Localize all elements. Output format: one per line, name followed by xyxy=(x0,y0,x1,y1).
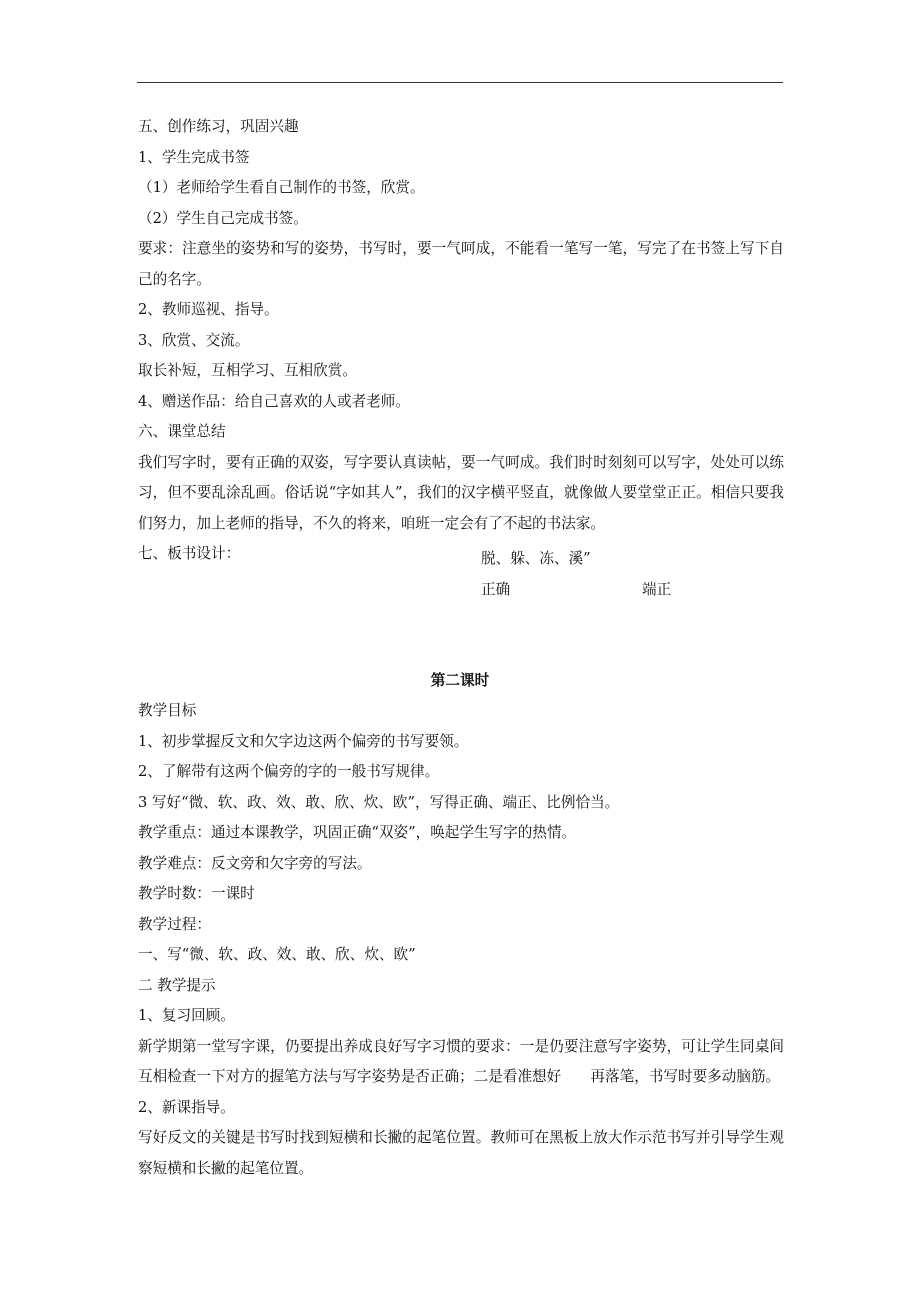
goal-2: 2、了解带有这两个偏旁的字的一般书写规律。 xyxy=(138,763,440,780)
summary-paragraph: 我们写字时，要有正确的双姿，写字要认真读帖，要一气呵成。我们时时刻刻可以写字，处处可以练习，但不要乱涂乱画。俗话说“字如其人”，我们的汉字横平竖直，就像做人要堂堂正正。相信只要我们努力，加上老师的指导，不久的将来，咱班一定会有了不起的书法家。 xyxy=(138,453,784,532)
item-4: 4、赠送作品：给自己喜欢的人或者老师。 xyxy=(138,392,410,410)
board-right-label: 端正 xyxy=(642,581,672,598)
process-step-1: 一、写“微、软、政、效、敢、欣、炊、欧” xyxy=(138,946,416,963)
process-label: 教学过程： xyxy=(138,915,211,933)
goal-1: 1、初步掌握反文和欠字边这两个偏旁的书写要领。 xyxy=(138,732,469,750)
item-3: 3、欣赏、交流。 xyxy=(138,331,250,349)
review-paragraph: 新学期第一堂写字课，仍要提出养成良好写字习惯的要求：一是仍要注意写字姿势，可让学生同桌间互相检查一下对方的握笔方法与写字姿势是否正确；二是看准想好 再落笔，书写时要多动脑筋。 xyxy=(138,1037,784,1085)
new-lesson-item: 2、新课指导。 xyxy=(138,1098,235,1116)
goal-3: 3 写好“微、软、政、效、敢、欣、炊、欧”，写得正确、端正、比例恰当。 xyxy=(138,793,620,811)
sub-item-1: （1）老师给学生看自己制作的书签，欣赏。 xyxy=(138,179,425,196)
header-rule xyxy=(137,82,783,83)
item-1: 1、学生完成书签 xyxy=(138,148,250,166)
section-2 xyxy=(138,696,784,1184)
section-1 xyxy=(138,112,784,570)
teaching-goals-label: 教学目标 xyxy=(138,702,197,719)
key-point: 教学重点：通过本课教学，巩固正确“双姿”，唤起学生写字的热情。 xyxy=(138,824,577,841)
lesson-two-title: 第二课时 xyxy=(430,672,490,689)
item-3-note: 取长补短，互相学习、互相欣赏。 xyxy=(138,362,357,379)
class-hours: 教学时数：一课时 xyxy=(138,885,255,902)
review-item: 1、复习回顾。 xyxy=(138,1007,235,1024)
heading-6: 六、课堂总结 xyxy=(138,423,226,440)
requirement-paragraph: 要求：注意坐的姿势和写的姿势，书写时，要一气呵成，不能看一笔写一笔，写完了在书签上写下自己的名字。 xyxy=(138,240,784,288)
new-lesson-paragraph: 写好反文的关键是书写时找到短横和长撇的起笔位置。教师可在黑板上放大作示范书写并引导学生观察短横和长撇的起笔位置。 xyxy=(138,1129,784,1177)
difficulty: 教学难点：反文旁和欠字旁的写法。 xyxy=(138,854,372,872)
heading-5: 五、创作练习，巩固兴趣 xyxy=(138,118,299,135)
board-left-label: 正确 xyxy=(481,581,511,598)
sub-item-2: （2）学生自己完成书签。 xyxy=(138,209,308,227)
board-characters: 脱、躲、冻、溪” xyxy=(481,550,591,567)
process-step-2: 二 教学提示 xyxy=(138,976,216,994)
item-2: 2、教师巡视、指导。 xyxy=(138,301,279,318)
heading-7: 七、板书设计： xyxy=(138,545,241,562)
